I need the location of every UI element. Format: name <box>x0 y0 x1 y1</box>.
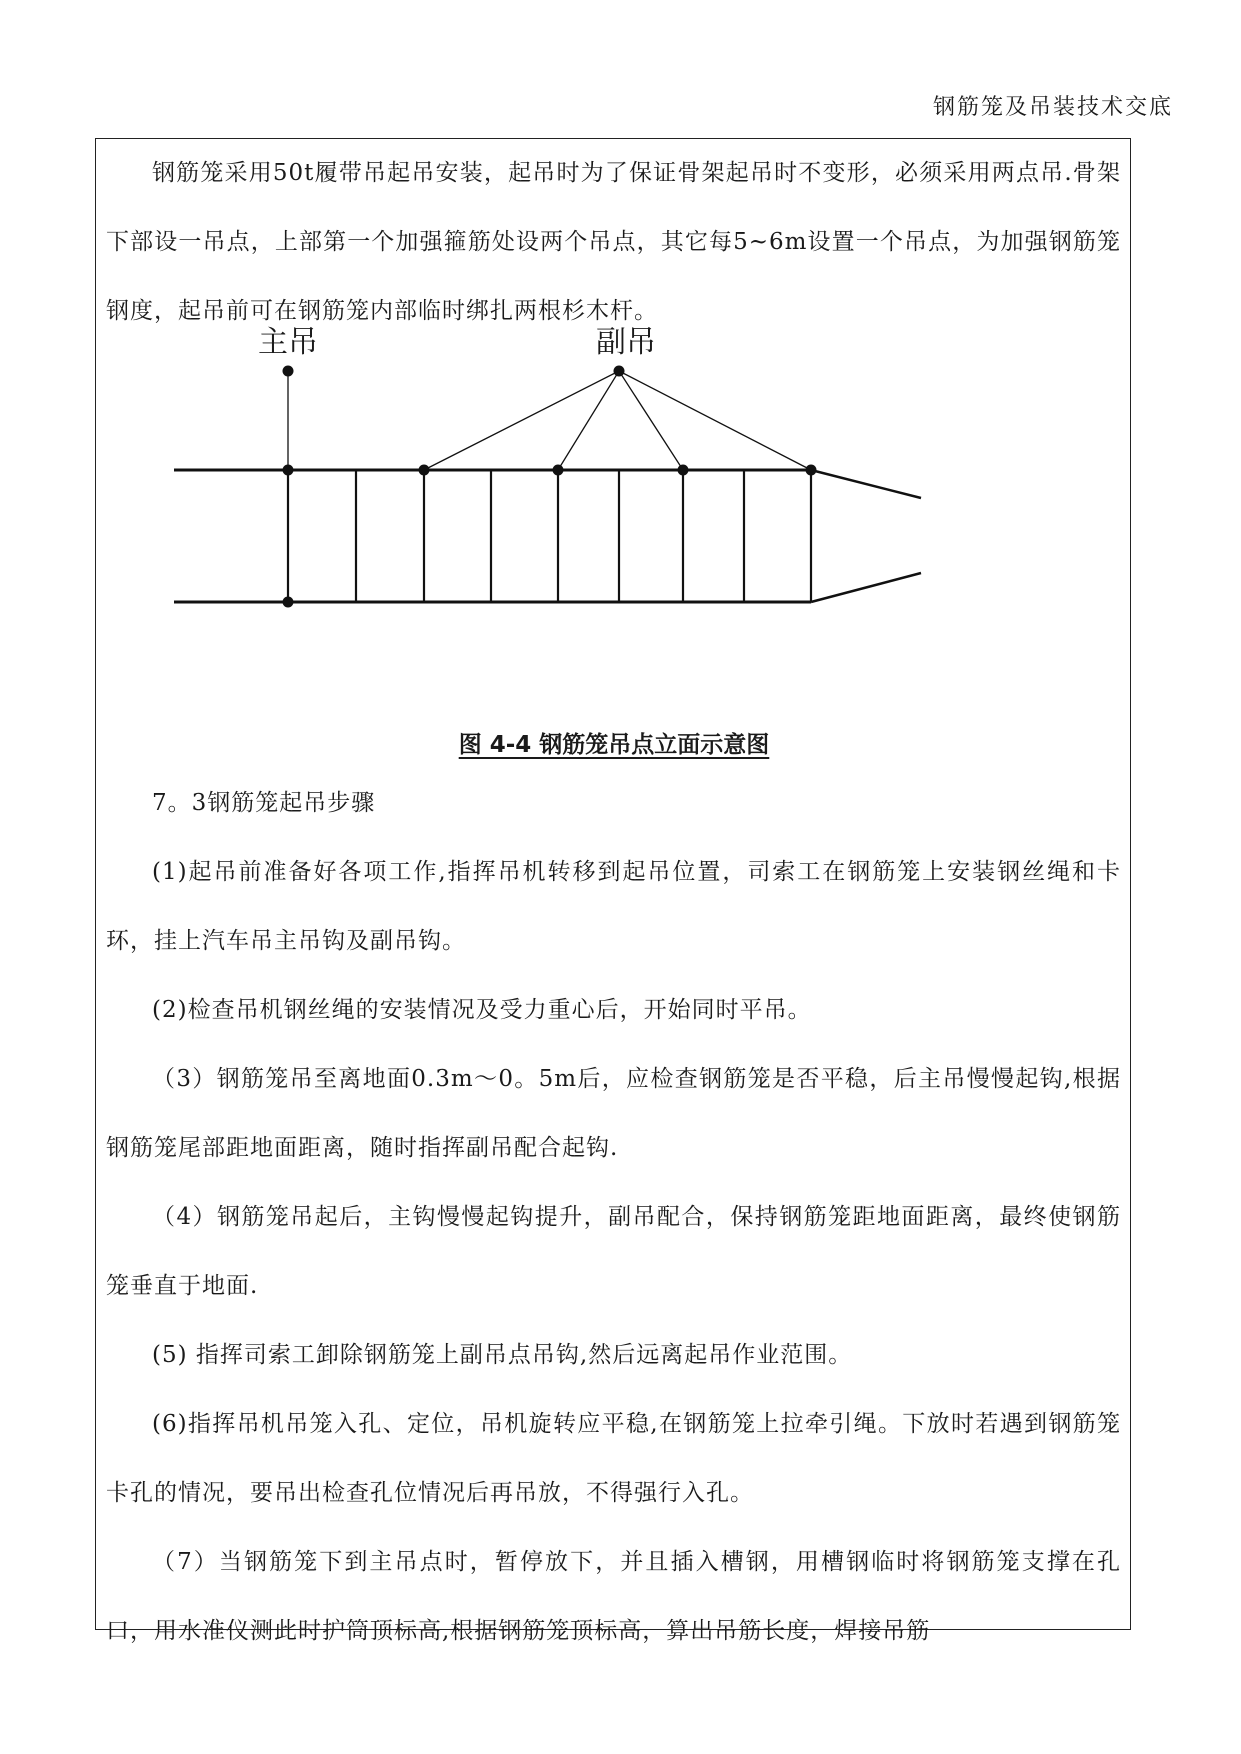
lifting-point <box>419 465 430 476</box>
step-item-5: (5) 指挥司索工卸除钢筋笼上副吊点吊钩,然后远离起吊作业范围。 <box>152 1342 853 1368</box>
figure-caption <box>96 726 1132 759</box>
aux-lift-label: 副吊 <box>596 325 656 360</box>
main-lift-label: 主吊 <box>258 325 318 360</box>
cage-tail-top <box>811 470 921 498</box>
intro-paragraph: 钢筋笼采用50t履带吊起吊安装，起吊时为了保证骨架起吊时不变形，必须采用两点吊.骨架下部设一吊点，上部第一个加强箍筋处设两个吊点，其它每5~6m设置一个吊点，为加强钢筋笼钢度，起吊前可在钢筋笼内部临时绑扎两根杉木杆。 <box>106 160 1121 324</box>
step-item-2: (2)检查吊机钢丝绳的安装情况及受力重心后，开始同时平吊。 <box>152 997 812 1023</box>
lifting-point <box>283 465 294 476</box>
lifting-point <box>678 465 689 476</box>
content-frame <box>95 138 1131 1644</box>
lifting-point <box>806 465 817 476</box>
cage-stirrups <box>288 470 811 602</box>
figure-caption-text: 图 4-4 钢筋笼吊点立面示意图 <box>458 732 770 758</box>
page-header-title: 钢筋笼及吊装技术交底 <box>932 95 1173 120</box>
cage-tail-bottom <box>811 573 921 602</box>
step-item-7: （7）当钢筋笼下到主吊点时，暂停放下，并且插入槽钢，用槽钢临时将钢筋笼支撑在孔口，用水准仪测此时护筒顶标高,根据钢筋笼顶标高，算出吊筋长度，焊接吊筋 <box>106 1549 1121 1644</box>
step-item-3: （3）钢筋笼吊至离地面0.3m～0。5m后，应检查钢筋笼是否平稳，后主吊慢慢起钩,根据钢筋笼尾部距地面距离，随时指挥副吊配合起钩. <box>106 1066 1121 1161</box>
aux-hook-point <box>614 366 625 377</box>
steps-heading: 7。3钢筋笼起吊步骤 <box>152 790 376 816</box>
aux-lift-ropes <box>424 371 811 470</box>
aux-rope-1 <box>424 371 619 470</box>
main-hook-point <box>283 366 294 377</box>
lifting-point <box>283 597 294 608</box>
step-item-6: (6)指挥吊机吊笼入孔、定位，吊机旋转应平稳,在钢筋笼上拉牵引绳。下放时若遇到钢筋笼卡孔的情况，要吊出检查孔位情况后再吊放，不得强行入孔。 <box>106 1411 1121 1506</box>
cage-lifting-diagram <box>96 139 1132 659</box>
step-item-1: (1)起吊前准备好各项工作,指挥吊机转移到起吊位置，司索工在钢筋笼上安装钢丝绳和卡环，挂上汽车吊主吊钩及副吊钩。 <box>106 859 1121 954</box>
step-item-4: （4）钢筋笼吊起后，主钩慢慢起钩提升，副吊配合，保持钢筋笼距地面距离，最终使钢筋笼垂直于地面. <box>106 1204 1121 1299</box>
lifting-points <box>283 366 817 608</box>
aux-rope-4 <box>619 371 811 470</box>
aux-rope-3 <box>619 371 683 470</box>
lifting-point <box>553 465 564 476</box>
